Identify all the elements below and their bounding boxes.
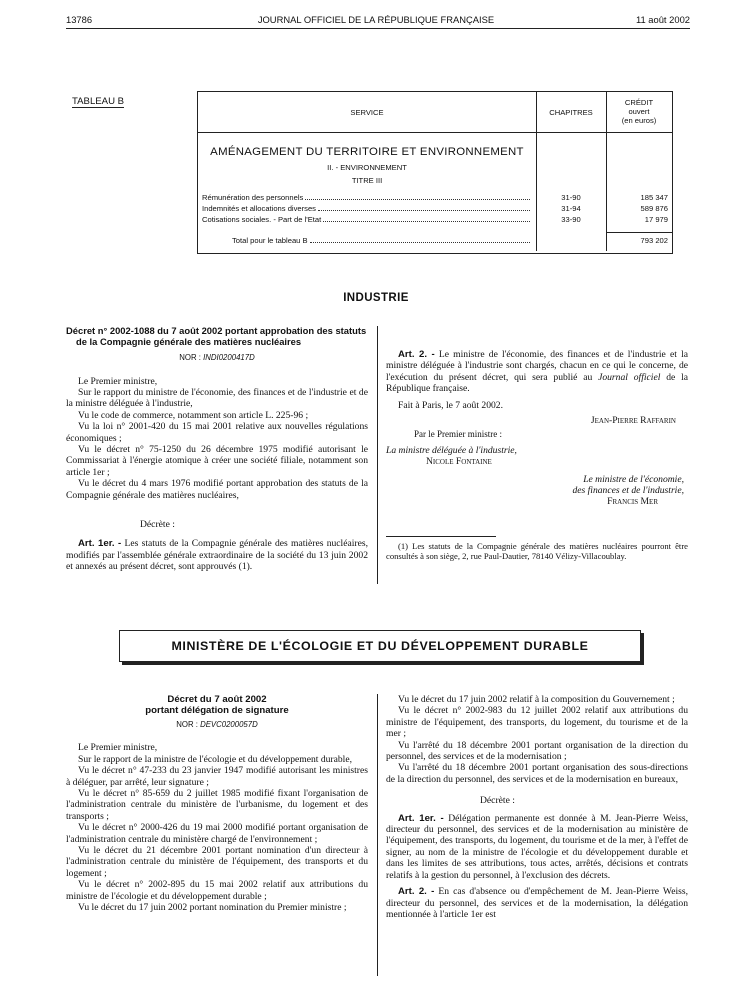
industrie-para: Vu la loi n° 2001-420 du 15 mai 2001 relative aux nouvelles régulations économiques ; xyxy=(66,421,368,444)
journal-title: JOURNAL OFFICIEL DE LA RÉPUBLIQUE FRANÇAISE xyxy=(257,14,495,25)
ecologie-heading: MINISTÈRE DE L'ÉCOLOGIE ET DU DÉVELOPPEMENT DURABLE xyxy=(171,639,589,653)
footnote-rule xyxy=(386,536,496,537)
industrie-column-divider xyxy=(377,326,378,584)
ecologie-para: Vu le décret n° 2000-426 du 19 mai 2000 modifié portant organisation de l'administration centrale du ministère chargé de l'environnement ; xyxy=(66,822,368,845)
ecologie-right-column xyxy=(386,694,688,920)
ecologie-left-column xyxy=(66,694,368,914)
table-row: Rémunération des personnels xyxy=(202,193,532,202)
ecologie-para: Vu l'arrêté du 18 décembre 2001 portant organisation de la direction du personnel, des services et de la modernisation ; xyxy=(386,739,688,763)
industrie-nor: NOR : INDI0200417D xyxy=(179,353,255,363)
industrie-para: Sur le rapport du ministre de l'économie, des finances et de l'industrie et de la ministre déléguée à l'industrie, xyxy=(66,387,368,410)
industrie-decree-title: Décret n° 2002-1088 du 7 août 2002 portant approbation des statuts de la Compagnie générale des matières nucléaires xyxy=(66,325,367,347)
page-number: 13786 xyxy=(66,14,93,25)
tableau-b xyxy=(197,91,673,254)
ministre-eco-title-2: des finances et de l'industrie, xyxy=(572,485,684,497)
ministre-eco-title-1: Le ministre de l'économie, xyxy=(583,473,684,485)
total-divider xyxy=(606,232,672,233)
total-value: 793 202 xyxy=(640,236,668,245)
ecologie-decrete: Décrète : xyxy=(480,795,515,807)
ecologie-para: Vu le décret du 21 décembre 2001 portant nomination d'un directeur à l'administration centrale du ministère de l'équipement, des transports et du logement ; xyxy=(66,845,368,879)
total-row: Total pour le tableau B xyxy=(232,236,532,245)
industrie-right-column xyxy=(386,326,688,561)
table-row: Indemnités et allocations diverses xyxy=(202,204,532,213)
industrie-para: Vu le décret n° 75-1250 du 26 décembre 1975 modifié autorisant le Commissariat à l'énergie atomique à créer une société filiale, notamment son article 1er ; xyxy=(66,444,368,478)
ecologie-para: Vu le décret du 17 juin 2002 portant nomination du Premier ministre ; xyxy=(78,902,347,914)
ecologie-para: Sur le rapport de la ministre de l'écologie et du développement durable, xyxy=(78,753,352,765)
table-row-chapitre: 31-90 xyxy=(561,193,581,202)
ministry-heading: AMÉNAGEMENT DU TERRITOIRE ET ENVIRONNEMENT xyxy=(210,146,524,158)
section-heading: II. - ENVIRONNEMENT xyxy=(327,163,407,172)
titre-heading: TITRE III xyxy=(351,176,383,185)
ecologie-para: Vu le décret n° 2002-895 du 15 mai 2002 relatif aux attributions du ministre de l'écologie et du développement durable ; xyxy=(66,879,368,902)
credit-header-line-1: CRÉDIT xyxy=(624,98,654,107)
table-row: Cotisations sociales. - Part de l'Etat xyxy=(202,215,532,224)
industrie-para: Le Premier ministre, xyxy=(78,375,158,387)
ministre-deleguee-title: La ministre déléguée à l'industrie, xyxy=(386,444,517,456)
ministre-deleguee-name: Nicole Fontaine xyxy=(426,456,492,468)
table-row-chapitre: 31-94 xyxy=(561,204,581,213)
industrie-decrete: Décrète : xyxy=(140,519,175,531)
table-row-chapitre: 33-90 xyxy=(561,215,581,224)
ecologie-heading-box xyxy=(119,630,641,662)
industrie-heading: INDUSTRIE xyxy=(343,292,409,304)
credit-header-line-2: ouvert xyxy=(628,107,650,116)
ecologie-column-divider xyxy=(377,694,378,976)
tableau-label: TABLEAU B xyxy=(72,96,125,107)
ecologie-art1: Art. 1er. - Délégation permanente est donnée à M. Jean-Pierre Weiss, directeur du personnel, des services et de la modernisation au ministère de l'équipement, des transports, du logement, du tourisme et de la mer, à l'effet de signer, au nom de la ministre de l'écologie et du développement durable et dans les limites de ses attributions, tous actes, arrêtés, décisions et contrats relatifs à la gestion du personnel, à l'exclusion des décrets. xyxy=(386,812,688,881)
table-row-credit: 17 979 xyxy=(644,215,668,224)
table-row-credit: 185 347 xyxy=(640,193,668,202)
signer-premier-ministre: Jean-Pierre Raffarin xyxy=(590,415,676,427)
industrie-left-column xyxy=(66,326,368,573)
ecologie-para: Vu l'arrêté du 18 décembre 2001 portant organisation des sous-directions de la direction du personnel, des services et de la modernisation en bureaux, xyxy=(386,762,688,785)
ecologie-para: Le Premier ministre, xyxy=(78,742,158,754)
ecologie-decree-title-2: portant délégation de signature xyxy=(145,705,289,716)
ecologie-para: Vu le décret du 17 juin 2002 relatif à la composition du Gouvernement ; xyxy=(398,694,675,705)
industrie-footnote: (1) Les statuts de la Compagnie générale des matières nucléaires pourront être consultés à son siège, 2, rue Paul-Dautier, 78140 Vélizy-Villacoublay. xyxy=(386,540,688,562)
ecologie-nor: NOR : DEVC0200057D xyxy=(176,720,258,729)
col-service-header: SERVICE xyxy=(350,108,384,117)
table-row-credit: 589 876 xyxy=(640,204,668,213)
col-chapitres-header: CHAPITRES xyxy=(549,108,593,117)
header-date: 11 août 2002 xyxy=(635,14,690,25)
ecologie-para: Vu le décret n° 2002-983 du 12 juillet 2002 relatif aux attributions du ministre de l'équipement, des transports, du logement, du tourisme et de la mer ; xyxy=(386,705,688,740)
credit-header-line-3: (en euros) xyxy=(621,116,657,125)
industrie-para: Vu le décret du 4 mars 1976 modifié portant approbation des statuts de la Compagnie générale des matières nucléaires, xyxy=(66,478,368,501)
ecologie-para: Vu le décret n° 85-659 du 2 juillet 1985 modifié fixant l'organisation de l'administration centrale du ministère de l'urbanisme, du logement et des transports ; xyxy=(66,788,368,822)
industrie-para: Vu le code de commerce, notamment son article L. 225-96 ; xyxy=(78,409,309,421)
ecologie-decree-title-1: Décret du 7 août 2002 xyxy=(167,694,267,705)
industrie-fait: Fait à Paris, le 7 août 2002. xyxy=(398,399,503,411)
ministre-eco-name: Francis Mer xyxy=(607,496,658,508)
header-row-divider xyxy=(198,132,672,133)
ecologie-para: Vu le décret n° 47-233 du 23 janvier 1947 modifié autorisant les ministres à déléguer, par arrêté, leur signature ; xyxy=(66,765,368,788)
col-credit-header xyxy=(606,98,672,125)
industrie-art1: Art. 1er. - Les statuts de la Compagnie générale des matières nucléaires, modifiés par l'assemblée générale extraordinaire de la société du 13 juin 2002 et annexés au présent décret, sont approuvés (1). xyxy=(66,538,368,573)
ecologie-art2: Art. 2. - En cas d'absence ou d'empêchement de M. Jean-Pierre Weiss, directeur du personnel, des services et de la modernisation, la délégation mentionnée à l'article 1er est xyxy=(386,886,688,920)
par-premier-ministre: Par le Premier ministre : xyxy=(414,429,502,440)
header-rule xyxy=(66,28,690,29)
industrie-art2: Art. 2. - Le ministre de l'économie, des finances et de l'industrie et la ministre déléguée à l'industrie sont chargés, chacun en ce qui le concerne, de l'exécution du présent décret, qui sera publié au Journal officiel de la République française. xyxy=(386,349,689,395)
